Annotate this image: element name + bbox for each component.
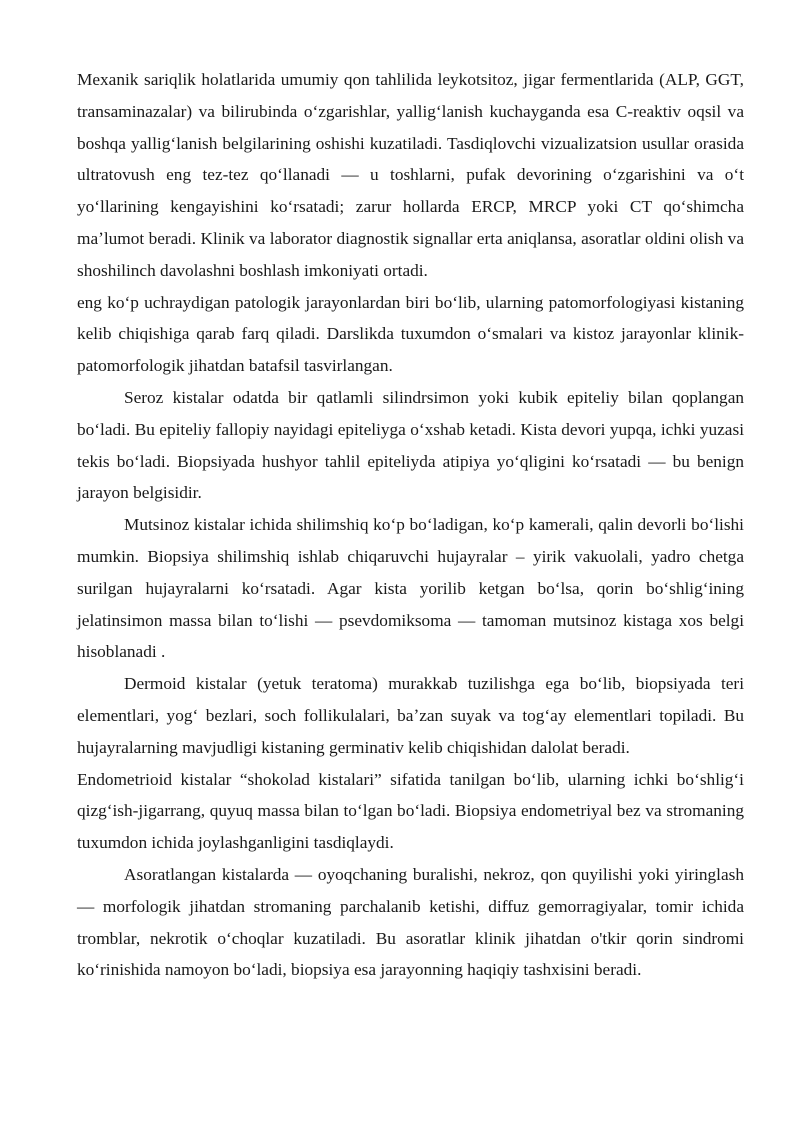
paragraph-serous-cysts: Seroz kistalar odatda bir qatlamli silindrsimon yoki kubik epiteliy bilan qoplangan boʻladi. Bu epiteliy fallopiy nayidagi epiteliyga oʻxshab ketadi. Kista devori yupqa, ichki yuzasi tekis boʻladi. Biopsiyada hushyor tahlil epiteliyda atipiya yoʻqligini koʻrsatadi — bu benign jarayon belgisidir. [77, 387, 744, 503]
paragraph-mucinous-cysts: Mutsinoz kistalar ichida shilimshiq koʻp boʻladigan, koʻp kamerali, qalin devorli boʻlishi mumkin. Biopsiya shilimshiq ishlab chiqaruvchi hujayralar – yirik vakuolali, yadro chetga surilgan hujayralarni koʻrsatadi. Agar kista yorilib ketgan boʻlsa, qorin boʻshligʻining jelatinsimon massa bilan toʻlishi — psevdomiksoma — tamoman mutsinoz kistaga xos belgi hisoblanadi . [77, 515, 744, 662]
document-page [77, 64, 744, 986]
paragraph-complicated-cysts: Asoratlangan kistalarda — oyoqchaning buralishi, nekroz, qon quyilishi yoki yiringlash — morfologik jihatdan stromaning parchalanib ketishi, diffuz gemorragiyalar, tomir ichida tromblar, nekrotik oʻchoqlar kuzatiladi. Bu asoratlar klinik jihatdan o'tkir qorin sindromi koʻrinishida namoyon boʻladi, biopsiya esa jarayonning haqiqiy tashxisini beradi. [77, 864, 744, 980]
paragraph-mechanical-jaundice: Mexanik sariqlik holatlarida umumiy qon tahlilida leykotsitoz, jigar fermentlarida (ALP, GGT, transaminazalar) va bilirubinda oʻzgarishlar, yalligʻlanish kuchayganda esa C-reaktiv oqsil va boshqa yalligʻlanish belgilarining oshishi kuzatiladi. Tasdiqlovchi vizualizatsion usullar orasida ultratovush eng tez-tez qoʻllanadi — u toshlarni, pufak devorining oʻzgarishini va oʻt yoʻllarining kengayishini koʻrsatadi; zarur hollarda ERCP, MRCP yoki CT qoʻshimcha maʼlumot beradi. Klinik va laborator diagnostik signallar erta aniqlansa, asoratlar oldini olish va shoshilinch davolashni boshlash imkoniyati ortadi. [77, 70, 744, 280]
paragraph-dermoid-cysts: Dermoid kistalar (yetuk teratoma) murakkab tuzilishga ega boʻlib, biopsiyada teri elementlari, yogʻ bezlari, soch follikulalari, baʼzan suyak va togʻay elementlari topiladi. Bu hujayralarning mavjudligi kistaning germinativ kelib chiqishidan dalolat beradi. [77, 674, 744, 757]
paragraph-endometrioid-cysts: Endometrioid kistalar “shokolad kistalari” sifatida tanilgan boʻlib, ularning ichki boʻshligʻi qizgʻish-jigarrang, quyuq massa bilan toʻlgan boʻladi. Biopsiya endometriyal bez va stromaning tuxumdon ichida joylashganligini tasdiqlaydi. [77, 769, 744, 853]
paragraph-ovarian-cysts-intro: eng koʻp uchraydigan patologik jarayonlardan biri boʻlib, ularning patomorfologiyasi kistaning kelib chiqishiga qarab farq qiladi. Darslikda tuxumdon oʻsmalari va kistoz jarayonlar klinik-patomorfologik jihatdan batafsil tasvirlangan. [77, 292, 744, 376]
